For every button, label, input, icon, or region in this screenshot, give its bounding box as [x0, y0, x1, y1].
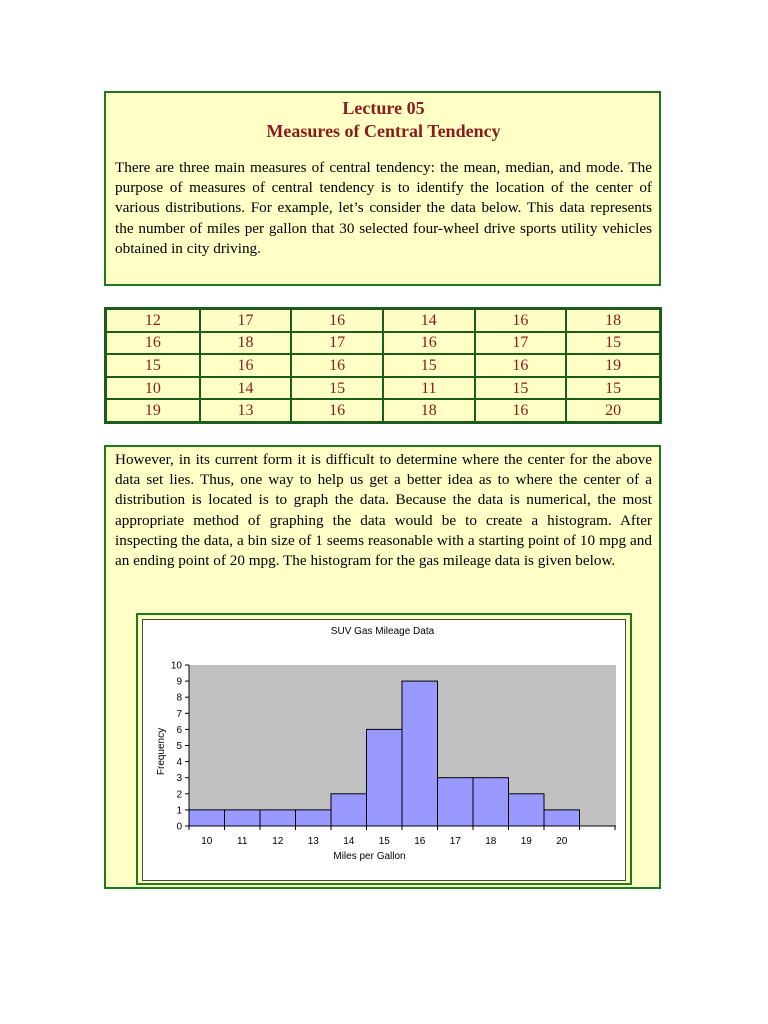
- y-tick-label: 4: [176, 757, 182, 769]
- table-cell: 20: [566, 399, 660, 422]
- table-row: [106, 377, 661, 400]
- x-tick-label: 19: [520, 836, 532, 847]
- x-tick-label: 15: [378, 836, 390, 847]
- histogram-bar: [260, 810, 296, 826]
- table-row: [106, 309, 661, 332]
- chart-title: SUV Gas Mileage Data: [330, 626, 435, 637]
- x-tick-label: 14: [343, 836, 355, 847]
- x-tick-label: 16: [414, 836, 426, 847]
- lecture-heading: Lecture 05: [342, 98, 425, 118]
- table-cell: 15: [566, 377, 660, 400]
- histogram-chart: [143, 620, 624, 879]
- histogram-bar: [296, 810, 332, 826]
- x-tick-label: 11: [237, 836, 248, 847]
- histogram-bar: [189, 810, 225, 826]
- table-cell: 16: [291, 309, 383, 332]
- y-tick-label: 6: [176, 724, 182, 736]
- table-cell: 18: [566, 309, 660, 332]
- table-cell: 18: [200, 332, 292, 355]
- table-cell: 13: [200, 399, 292, 422]
- y-tick-label: 10: [170, 660, 182, 672]
- x-tick-label: 20: [556, 836, 568, 847]
- lecture-title: Measures of Central Tendency: [266, 121, 501, 141]
- histogram-bar: [438, 778, 474, 826]
- table-cell: 15: [291, 377, 383, 400]
- table-row: [106, 399, 661, 422]
- table-cell: 12: [106, 309, 200, 332]
- x-tick-label: 18: [485, 836, 497, 847]
- histogram-bar: [509, 794, 545, 826]
- table-cell: 16: [475, 309, 567, 332]
- y-tick-label: 2: [176, 789, 182, 801]
- table-cell: 11: [383, 377, 475, 400]
- y-axis-label: Frequency: [156, 727, 167, 776]
- table-cell: 17: [200, 309, 292, 332]
- histogram-bar: [331, 794, 367, 826]
- table-cell: 14: [383, 309, 475, 332]
- x-tick-label: 12: [272, 836, 284, 847]
- table-cell: 14: [200, 377, 292, 400]
- y-tick-label: 3: [176, 773, 182, 785]
- table-cell: 17: [475, 332, 567, 355]
- table-cell: 10: [106, 377, 200, 400]
- histogram-bar: [225, 810, 261, 826]
- histogram-bar: [402, 681, 438, 826]
- x-tick-label: 13: [307, 836, 319, 847]
- intro-box: [104, 91, 661, 286]
- y-tick-label: 0: [176, 821, 182, 833]
- table-cell: 16: [291, 399, 383, 422]
- y-tick-label: 8: [176, 692, 182, 704]
- histogram-bar: [473, 778, 509, 826]
- x-axis-label: Miles per Gallon: [333, 851, 406, 862]
- table-cell: 16: [106, 332, 200, 355]
- x-tick-label: 10: [201, 836, 213, 847]
- table-cell: 18: [383, 399, 475, 422]
- table-cell: 19: [106, 399, 200, 422]
- histogram-bar: [367, 729, 403, 826]
- y-tick-label: 1: [176, 805, 182, 817]
- table-cell: 16: [383, 332, 475, 355]
- histogram-bar: [544, 810, 580, 826]
- intro-paragraph: There are three main measures of central tendency: the mean, median, and mode. The purpose of measures of central tendency is to identify the location of the center of various distributions. For example, let’s consider the data below. This data represents the number of miles per gallon that 30 selected four-wheel drive sports utility vehicles obtained in city driving.: [115, 159, 652, 257]
- y-tick-label: 5: [176, 741, 182, 752]
- table-cell: 15: [475, 377, 567, 400]
- chart-frame: [136, 613, 632, 885]
- table-row: [106, 332, 661, 355]
- table-cell: 16: [475, 354, 567, 377]
- table-cell: 16: [200, 354, 292, 377]
- table-cell: 19: [566, 354, 660, 377]
- histogram-box: [104, 445, 661, 889]
- table-cell: 15: [383, 354, 475, 377]
- table-cell: 15: [566, 332, 660, 355]
- y-tick-label: 7: [176, 708, 182, 720]
- y-tick-label: 9: [176, 676, 182, 688]
- table-cell: 16: [291, 354, 383, 377]
- table-cell: 15: [106, 354, 200, 377]
- table-cell: 17: [291, 332, 383, 355]
- mpg-data-table: [104, 307, 662, 424]
- table-cell: 16: [475, 399, 567, 422]
- x-tick-label: 17: [449, 836, 461, 847]
- histogram-paragraph: However, in its current form it is difficult to determine where the center for the above data set lies. Thus, one way to help us get a better idea as to where the center of a distribution is located is to graph the data. Because the data is numerical, the most appropriate method of graphing the data would be to create a histogram. After inspecting the data, a bin size of 1 seems reasonable with a starting point of 10 mpg and an ending point of 20 mpg. The histogram for the gas mileage data is given below.: [115, 451, 652, 570]
- table-row: [106, 354, 661, 377]
- chart-area: [142, 619, 626, 881]
